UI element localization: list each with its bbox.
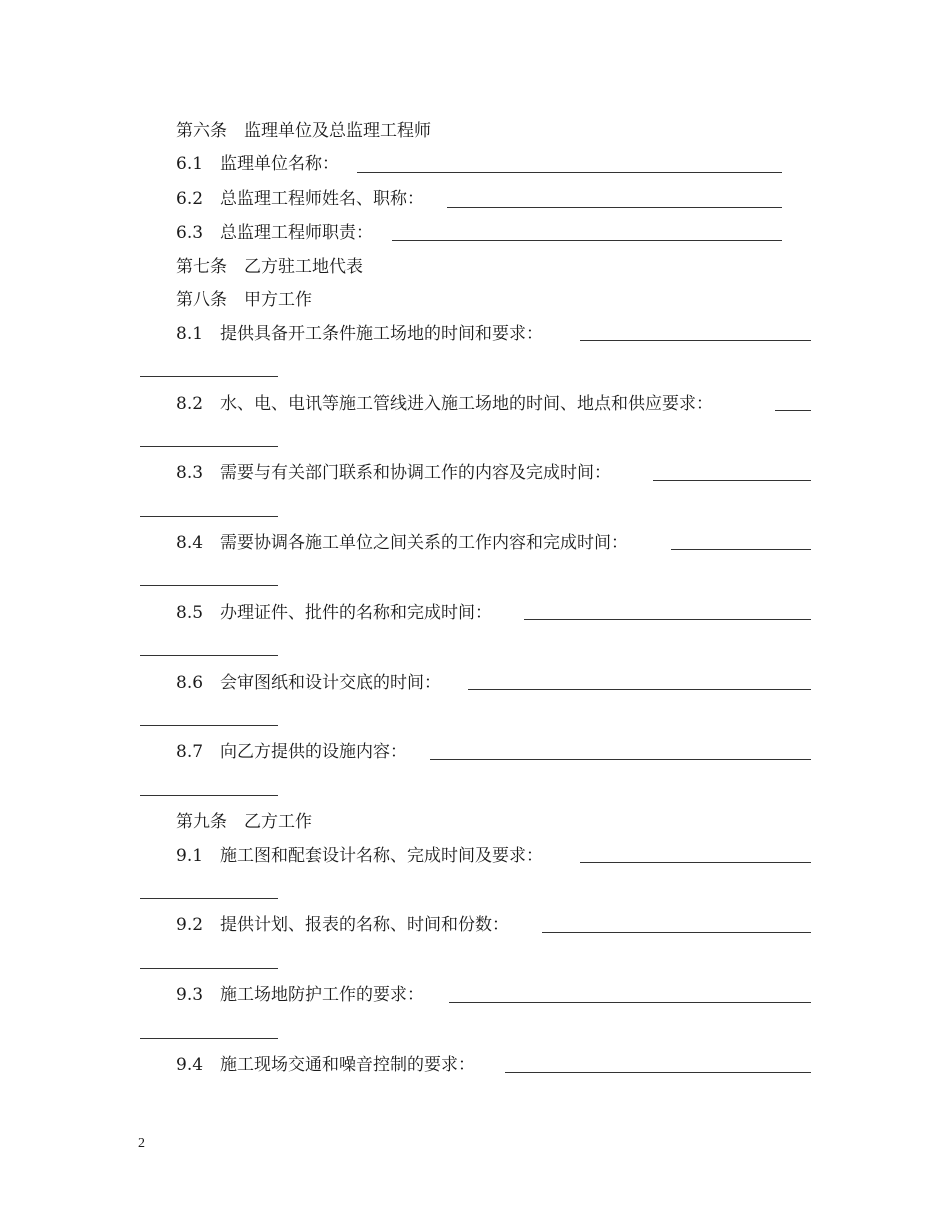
item-8-4-fill-line-cont[interactable] (140, 585, 278, 586)
item-8-4-label: 8.4 需要协调各施工单位之间关系的工作内容和完成时间： (176, 533, 629, 553)
item-9-2-fill-line-cont[interactable] (140, 968, 278, 969)
item-6-1-label: 6.1 监理单位名称： (176, 154, 340, 174)
item-6-3-fill-line[interactable] (392, 240, 782, 241)
page-number: 2 (138, 1136, 145, 1151)
item-8-6-label: 8.6 会审图纸和设计交底的时间： (176, 673, 442, 693)
item-9-4-fill-line[interactable] (505, 1072, 811, 1073)
item-6-1-fill-line[interactable] (357, 172, 782, 173)
item-8-7-label: 8.7 向乙方提供的设施内容： (176, 742, 408, 762)
item-8-3-label: 8.3 需要与有关部门联系和协调工作的内容及完成时间： (176, 463, 612, 483)
item-8-2-label: 8.2 水、电、电讯等施工管线进入施工场地的时间、地点和供应要求： (176, 394, 714, 414)
item-6-2-fill-line[interactable] (447, 207, 782, 208)
item-8-3-fill-line-cont[interactable] (140, 516, 278, 517)
item-9-3-fill-line-cont[interactable] (140, 1038, 278, 1039)
item-8-2-fill-line-cont[interactable] (140, 446, 278, 447)
item-8-5-fill-line-cont[interactable] (140, 655, 278, 656)
item-8-7-fill-line[interactable] (430, 759, 811, 760)
item-8-5-label: 8.5 办理证件、批件的名称和完成时间： (176, 603, 493, 623)
item-9-4-label: 9.4 施工现场交通和噪音控制的要求： (176, 1055, 476, 1075)
item-8-2-fill-line[interactable] (775, 410, 811, 411)
item-8-4-fill-line[interactable] (671, 549, 811, 550)
item-9-1-fill-line[interactable] (580, 862, 811, 863)
article-8-heading: 第八条 甲方工作 (176, 290, 312, 310)
item-9-2-label: 9.2 提供计划、报表的名称、时间和份数： (176, 915, 510, 935)
item-8-1-fill-line-cont[interactable] (140, 376, 278, 377)
article-7-heading: 第七条 乙方驻工地代表 (176, 257, 363, 277)
article-9-heading: 第九条 乙方工作 (176, 812, 312, 832)
article-6-heading: 第六条 监理单位及总监理工程师 (176, 121, 431, 141)
item-9-3-label: 9.3 施工场地防护工作的要求： (176, 985, 425, 1005)
item-9-2-fill-line[interactable] (542, 932, 811, 933)
item-8-6-fill-line-cont[interactable] (140, 725, 278, 726)
item-8-1-fill-line[interactable] (580, 340, 811, 341)
item-6-3-label: 6.3 总监理工程师职责： (176, 223, 374, 243)
item-8-6-fill-line[interactable] (468, 689, 811, 690)
item-9-3-fill-line[interactable] (449, 1002, 811, 1003)
item-9-1-label: 9.1 施工图和配套设计名称、完成时间及要求： (176, 846, 544, 866)
item-8-5-fill-line[interactable] (524, 619, 811, 620)
item-9-1-fill-line-cont[interactable] (140, 898, 278, 899)
item-8-3-fill-line[interactable] (653, 480, 811, 481)
item-6-2-label: 6.2 总监理工程师姓名、职称： (176, 189, 425, 209)
item-8-1-label: 8.1 提供具备开工条件施工场地的时间和要求： (176, 324, 544, 344)
item-8-7-fill-line-cont[interactable] (140, 795, 278, 796)
